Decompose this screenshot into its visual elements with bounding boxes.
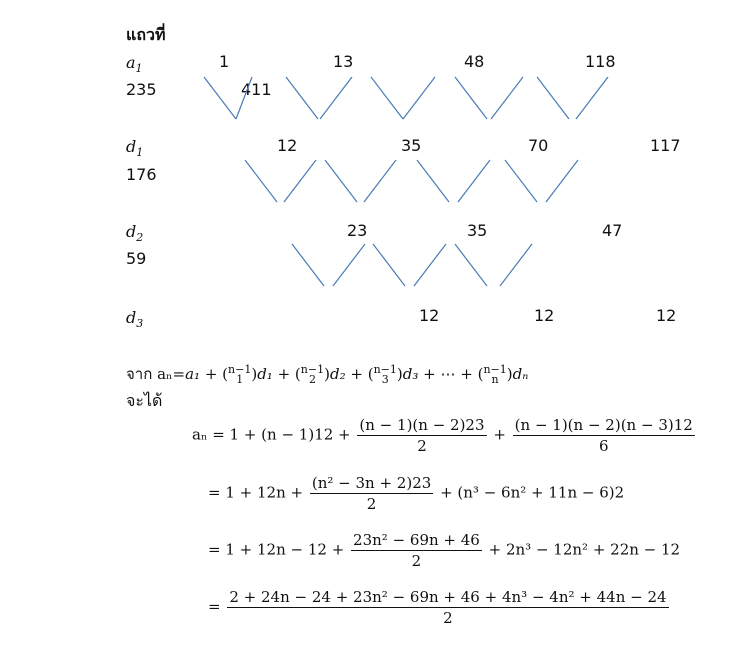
row-index-59: 59 [126,249,147,268]
connector-line [373,244,405,286]
connector-line [284,160,316,202]
fraction: $\frac{(n - 1)(n - 2)(n - 3)12}{6}$ [514,416,693,455]
connector-line [403,77,435,119]
fraction: $\frac{\text{2 + 24n − 24 + 23n² − 69n + 46 + 4n³ − 4n² + 44n − 24}}{2}$ [229,588,667,627]
a1-value: 118 [585,52,616,71]
connector-line [491,77,523,119]
a1-value: 411 [241,80,272,99]
d1-value: 12 [277,136,298,155]
a1-value: 13 [333,52,354,71]
connector-line [204,77,236,119]
derivation-line-4: = $\frac{\text{2 + 24n − 24 + 23n² − 69n + 46 + 4n³ − 4n² + 44n − 24}}{2}$ [208,588,667,627]
connector-line [364,160,396,202]
d3-value: 12 [534,306,555,325]
row-label-a1: $a_1$ [126,53,143,76]
fraction: $\frac{(n - 1)(n - 2)23}{2}$ [359,416,485,455]
binomial: n−1 1 [228,363,252,386]
d3-value: 12 [656,306,677,325]
a1-value: 1 [219,52,230,71]
d2-value: 23 [347,221,368,240]
d2-value: 47 [602,221,623,240]
connector-line [320,77,352,119]
formula-intro: จาก [126,365,153,383]
result-intro: จะได้ [126,391,163,410]
binomial: n−1 3 [373,363,397,386]
d3-value: 12 [419,306,440,325]
d1-value: 117 [650,136,681,155]
row-index-235: 235 [126,80,157,99]
connector-line [236,77,252,119]
connector-line [333,244,365,286]
connector-line [546,160,578,202]
connector-line [292,244,324,286]
connector-line [455,244,487,286]
section-heading: แถวที่ [126,25,166,44]
connector-line [505,160,537,202]
connector-line [500,244,532,286]
row-label-d2: $d_2$ [126,222,144,245]
connector-line [245,160,277,202]
fraction: $\frac{\text{(n² − 3n + 2)23}}{2}$ [311,474,432,513]
connector-line [455,77,487,119]
d2-value: 35 [467,221,488,240]
derivation-line-2: = 1 + 12n + $\frac{\text{(n² − 3n + 2)23}}{2}$ + (n³ − 6n² + 11n − 6)2 [208,474,625,513]
binomial: n−1 n [483,363,507,386]
general-term-formula: จาก aₙ=a₁ + ( n−1 1 )d₁ + ( n−1 2 )d₂ + ( n−1 3 )d₃ + ⋯ + ( n−1 n )dₙ [126,363,529,386]
row-label-d1: $d_1$ [126,137,144,160]
connector-line [325,160,357,202]
row-label-d3: $d_3$ [126,308,144,331]
connector-line [371,77,403,119]
connector-line [286,77,318,119]
connector-line [576,77,608,119]
connector-line [414,244,446,286]
connector-line [458,160,490,202]
d1-value: 35 [401,136,422,155]
a1-value: 48 [464,52,485,71]
d1-value: 70 [528,136,549,155]
derivation-line-3: = 1 + 12n − 12 + $\frac{\text{23n² − 69n + 46}}{2}$ + 2n³ − 12n² + 22n − 12 [208,531,681,570]
connector-line [537,77,569,119]
fraction: $\frac{\text{23n² − 69n + 46}}{2}$ [353,531,480,570]
row-index-176: 176 [126,165,157,184]
binomial: n−1 2 [300,363,325,386]
derivation-line-1: aₙ = 1 + (n − 1)12 + $\frac{(n - 1)(n - 2)23}{2}$ + $\frac{(n - 1)(n - 2)(n - 3)12}{6}$ [192,416,693,455]
connector-line [417,160,449,202]
